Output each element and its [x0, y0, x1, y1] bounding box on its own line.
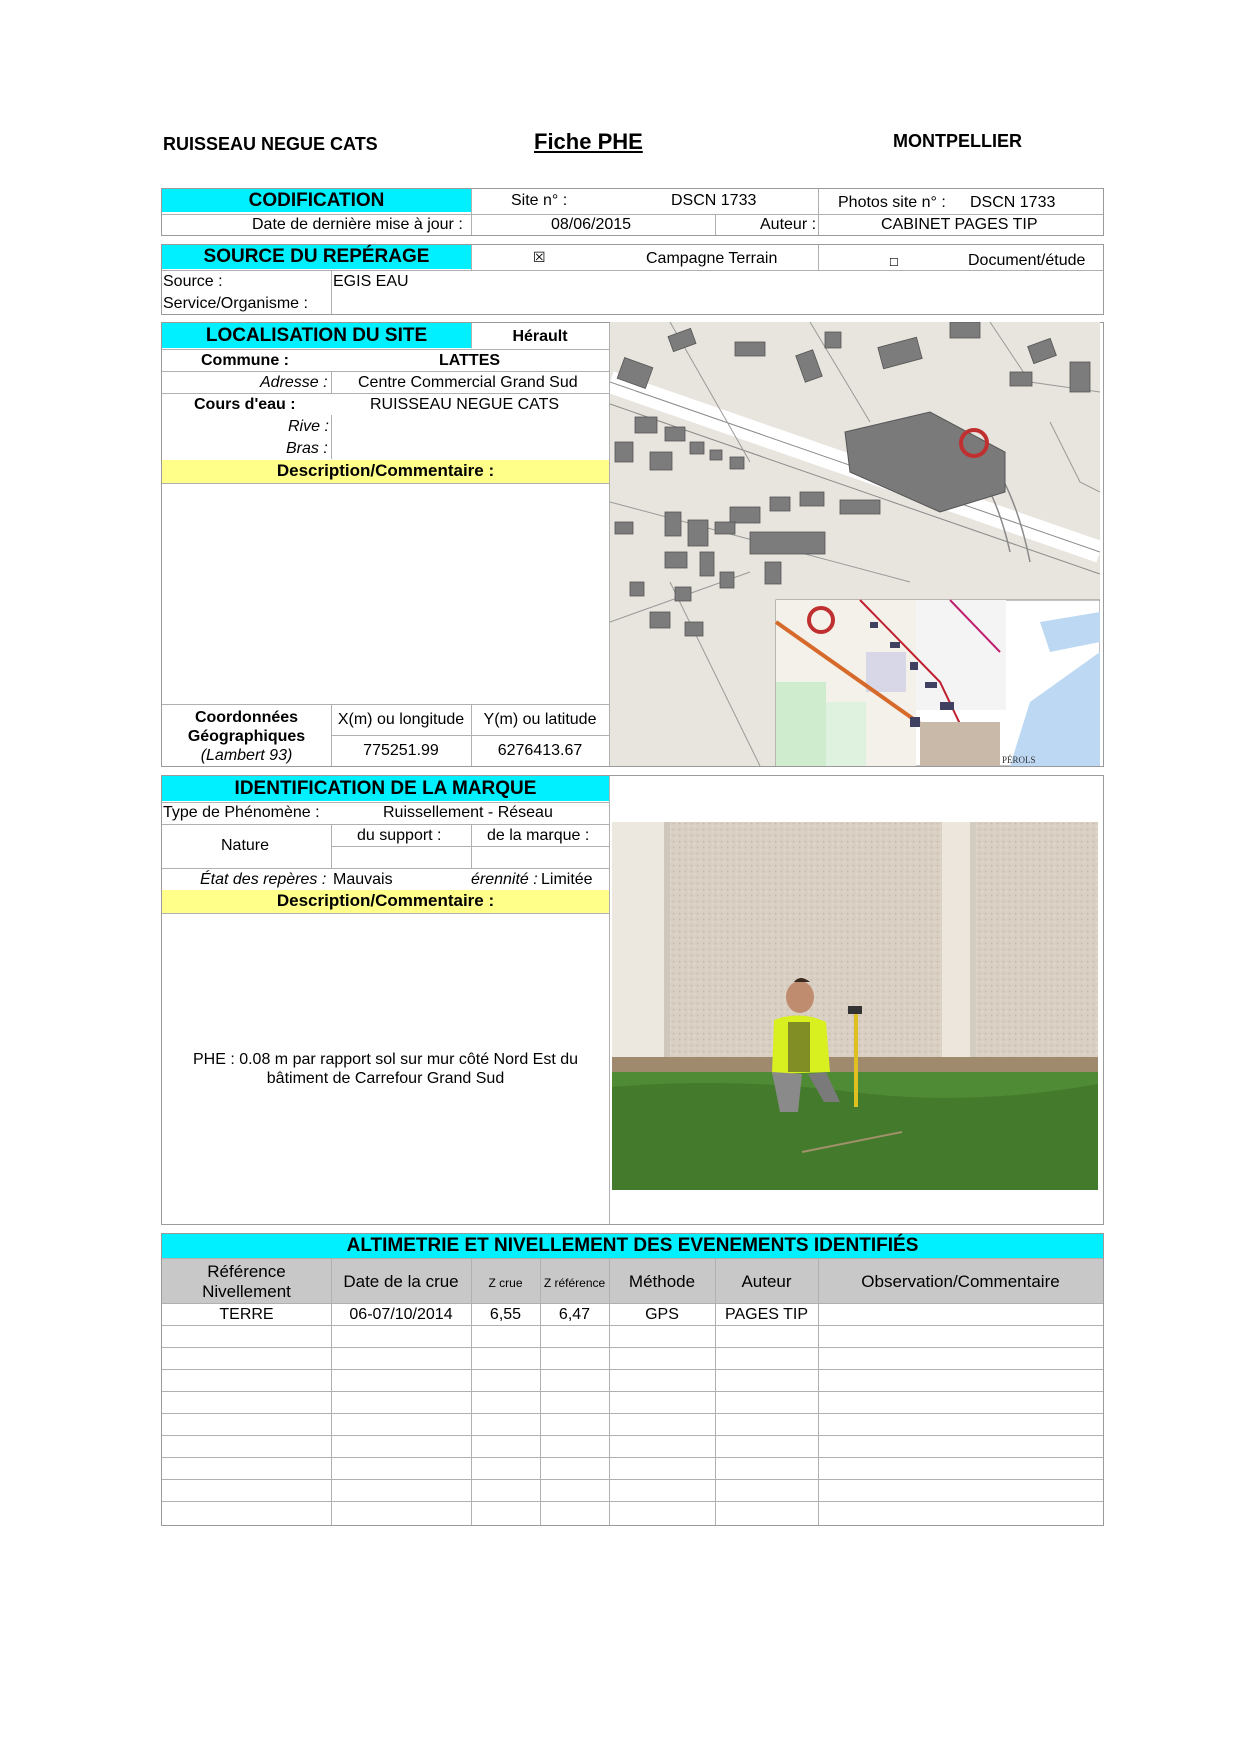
cell-methode: GPS	[645, 1306, 679, 1323]
campagne-label: Campagne Terrain	[646, 250, 778, 267]
header-river-name: RUISSEAU NEGUE CATS	[163, 134, 378, 154]
cell-zref: 6,47	[558, 1306, 591, 1323]
rive-label: Rive :	[288, 418, 329, 435]
marque-label: de la marque :	[487, 827, 590, 844]
commune-label: Commune :	[201, 352, 289, 369]
type-label: Type de Phénomène :	[163, 804, 320, 821]
page-title: Fiche PHE	[534, 129, 643, 154]
photos-value: DSCN 1733	[970, 194, 1056, 211]
x-label: X(m) ou longitude	[337, 711, 465, 728]
etat-value: Mauvais	[333, 871, 393, 888]
photos-label: Photos site n° :	[838, 194, 946, 211]
header-city: MONTPELLIER	[893, 131, 1022, 151]
document-label: Document/étude	[968, 252, 1086, 269]
nature-label: Nature	[221, 837, 270, 854]
localisation-title: LOCALISATION DU SITE	[205, 325, 428, 346]
col-methode: Méthode	[628, 1272, 696, 1291]
cell-zcrue: 6,55	[489, 1306, 522, 1323]
col-zcrue: Z crue	[488, 1276, 523, 1290]
photo-illustration	[612, 822, 1098, 1190]
site-photo	[612, 822, 1098, 1190]
adresse-label: Adresse :	[260, 374, 328, 391]
perennite-label: érennité :	[471, 871, 538, 888]
commune-value: LATTES	[439, 352, 501, 369]
coord-label-2: Géographiques	[187, 728, 306, 745]
perennite-value: Limitée	[541, 871, 593, 888]
departement: Hérault	[512, 328, 568, 345]
loc-description-title: Description/Commentaire :	[276, 461, 495, 480]
site-value: DSCN 1733	[671, 192, 757, 209]
cours-value: RUISSEAU NEGUE CATS	[370, 396, 560, 413]
y-value: 6276413.67	[497, 742, 583, 759]
id-description-title: Description/Commentaire :	[276, 891, 495, 910]
cell-date: 06-07/10/2014	[349, 1306, 453, 1323]
col-date: Date de la crue	[343, 1272, 459, 1291]
document-checkbox[interactable]: ☐	[889, 257, 899, 269]
auteur-label: Auteur :	[760, 216, 817, 233]
type-value: Ruissellement - Réseau	[383, 804, 553, 821]
x-value: 775251.99	[363, 742, 439, 759]
site-label: Site n° :	[511, 192, 568, 209]
source-title: SOURCE DU REPÉRAGE	[203, 246, 430, 267]
source-label: Source :	[163, 273, 223, 290]
campagne-checkbox[interactable]: ☒	[533, 249, 546, 265]
col-zref: Z référence	[543, 1276, 606, 1290]
cell-reference: TERRE	[219, 1306, 274, 1323]
support-label: du support :	[357, 827, 442, 844]
y-label: Y(m) ou latitude	[483, 711, 597, 728]
bras-label: Bras :	[286, 440, 328, 457]
etat-label: État des repères :	[200, 871, 327, 888]
col-auteur: Auteur	[741, 1272, 792, 1291]
cadastral-map	[610, 322, 1100, 766]
inset-map-label: PÉROLS	[1002, 755, 1036, 765]
inset-map	[776, 600, 1100, 766]
date-label: Date de dernière mise à jour :	[252, 216, 463, 233]
coord-label-3: (Lambert 93)	[200, 747, 293, 764]
service-label: Service/Organisme :	[163, 295, 308, 312]
col-observation: Observation/Commentaire	[861, 1272, 1060, 1291]
cell-auteur: PAGES TIP	[725, 1306, 808, 1323]
col-ref-1: Référence	[207, 1262, 286, 1281]
coord-label-1: Coordonnées	[194, 709, 299, 726]
auteur-value: CABINET PAGES TIP	[881, 216, 1038, 233]
adresse-value: Centre Commercial Grand Sud	[358, 374, 578, 391]
id-description-line-1: PHE : 0.08 m par rapport sol sur mur côté Nord Est du	[192, 1051, 579, 1068]
col-ref-2: Nivellement	[202, 1282, 291, 1301]
codification-title: CODIFICATION	[248, 190, 385, 211]
id-description-line-2: bâtiment de Carrefour Grand Sud	[266, 1070, 505, 1087]
date-value: 08/06/2015	[551, 216, 632, 233]
source-value: EGIS EAU	[333, 273, 409, 290]
altimetrie-title: ALTIMETRIE ET NIVELLEMENT DES EVENEMENTS IDENTIFIÉS	[346, 1235, 919, 1256]
cours-label: Cours d'eau :	[194, 396, 296, 413]
identification-title: IDENTIFICATION DE LA MARQUE	[234, 778, 537, 799]
site-location-map	[610, 322, 1100, 766]
